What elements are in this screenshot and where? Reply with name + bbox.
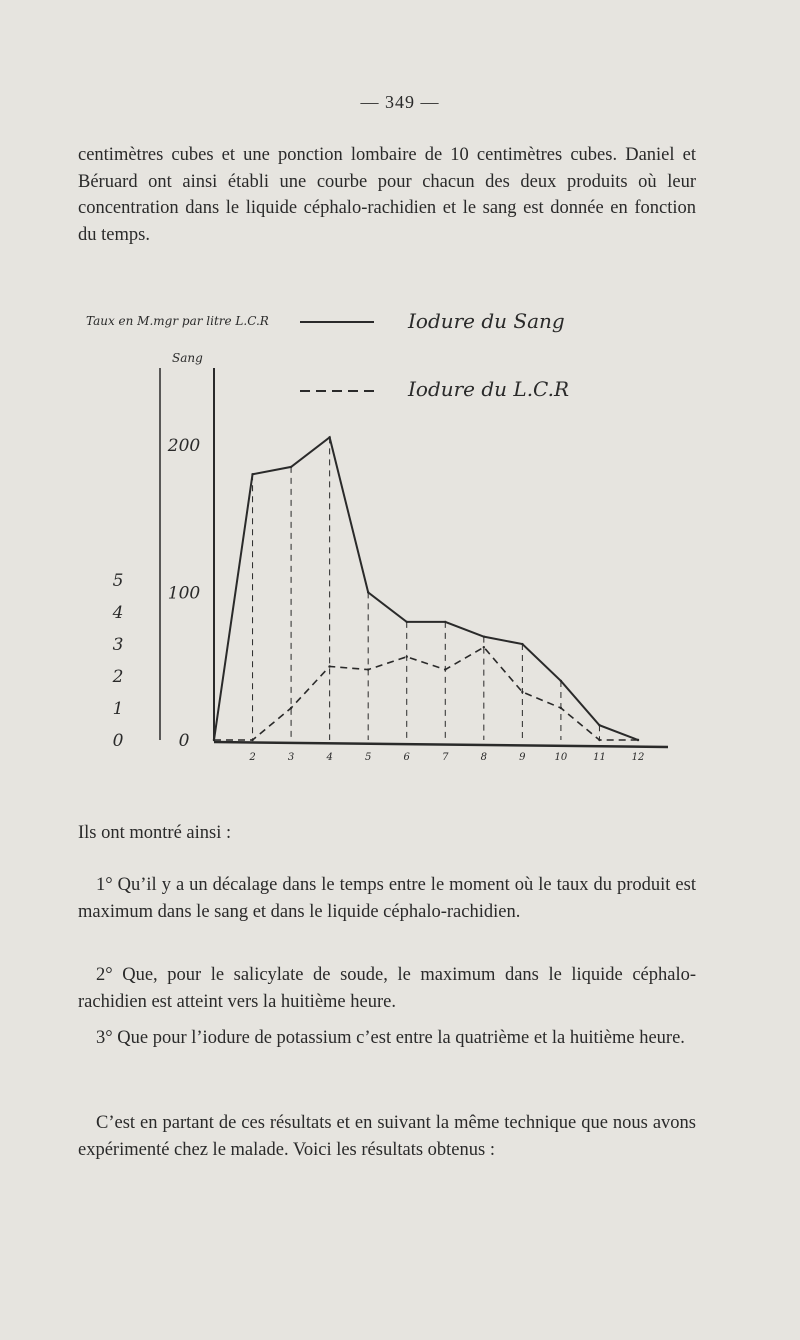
point-sang bbox=[290, 466, 292, 468]
lcr-tick-label: 3 bbox=[112, 635, 124, 655]
paragraph-point-2: 2° Que, pour le salicylate de soude, le maximum dans le liquide céphalo-rachidien est atteint vers la huitième heure. bbox=[78, 965, 696, 1012]
page-number: — 349 — bbox=[360, 92, 440, 112]
x-tick-label: 9 bbox=[519, 752, 526, 763]
point-lcr bbox=[251, 739, 253, 741]
x-tick-labels bbox=[248, 752, 644, 763]
x-tick-label: 6 bbox=[403, 752, 410, 763]
x-tick-label: 11 bbox=[593, 752, 606, 763]
point-sang bbox=[483, 635, 485, 637]
sang-tick-label: 0 bbox=[178, 731, 190, 751]
point-lcr bbox=[213, 739, 215, 741]
point-sang bbox=[367, 591, 369, 593]
time-axis-line bbox=[214, 742, 668, 747]
lcr-tick-label: 4 bbox=[112, 603, 124, 623]
sang-tick-label: 200 bbox=[167, 435, 201, 456]
sang-tick-labels bbox=[167, 436, 201, 751]
x-tick-label: 8 bbox=[480, 752, 488, 763]
point-lcr bbox=[290, 707, 292, 709]
point-sang bbox=[560, 680, 562, 682]
x-tick-label: 7 bbox=[442, 752, 449, 763]
point-lcr bbox=[637, 739, 639, 741]
series-line-lcr bbox=[214, 647, 638, 740]
legend-solid-label: Iodure du Sang bbox=[408, 309, 565, 333]
x-tick-label: 2 bbox=[249, 752, 256, 763]
paragraph-point-3: 3° Que pour l’iodure de potassium c’est entre la quatrième et la huitième heure. bbox=[96, 1028, 685, 1048]
point-lcr bbox=[406, 656, 408, 658]
x-tick-label: 12 bbox=[631, 752, 645, 763]
paragraph-intro: centimètres cubes et une ponction lombaire de 10 centimètres cubes. Daniel et Béruard ont ainsi établi une courbe pour chacun des deux produits où leur concentration dans le liquide céphalo-rachidien et le sang est donnée en fonction du temps. bbox=[78, 145, 696, 245]
point-lcr bbox=[560, 707, 562, 709]
series-line-sang bbox=[214, 437, 638, 740]
x-tick-label: 5 bbox=[364, 752, 372, 763]
series-layer bbox=[213, 436, 639, 741]
point-sang bbox=[444, 621, 446, 623]
point-lcr bbox=[367, 668, 369, 670]
point-lcr bbox=[444, 668, 446, 670]
paragraph-shown: Ils ont montré ainsi : bbox=[78, 823, 232, 843]
point-lcr bbox=[598, 739, 600, 741]
lcr-axis-title: Taux en M.mgr par litre L.C.R bbox=[86, 314, 269, 328]
lcr-tick-label: 2 bbox=[112, 667, 124, 687]
lcr-tick-label: 5 bbox=[112, 571, 124, 591]
vertical-guides bbox=[253, 437, 600, 740]
lcr-tick-labels bbox=[112, 571, 124, 751]
x-tick-label: 10 bbox=[554, 752, 568, 763]
legend-dashed-label: Iodure du L.C.R bbox=[408, 377, 570, 401]
point-lcr bbox=[483, 646, 485, 648]
point-sang bbox=[406, 621, 408, 623]
paragraph-results: C’est en partant de ces résultats et en suivant la même technique que nous avons expérimenté chez le malade. Voici les résultats obtenus : bbox=[78, 1113, 696, 1160]
paragraph-point-1: 1° Qu’il y a un décalage dans le temps entre le moment où le taux du produit est maximum dans le sang et dans le liquide céphalo-rachidien. bbox=[78, 875, 696, 922]
sang-tick-label: 100 bbox=[167, 583, 201, 604]
point-lcr bbox=[328, 665, 330, 667]
x-tick-label: 3 bbox=[287, 752, 295, 763]
lcr-tick-label: 1 bbox=[112, 699, 124, 719]
sang-axis-title: Sang bbox=[172, 351, 203, 365]
lcr-tick-label: 0 bbox=[112, 731, 124, 751]
x-tick-label: 4 bbox=[326, 752, 333, 763]
point-lcr bbox=[521, 691, 523, 693]
concentration-chart bbox=[78, 290, 688, 780]
point-sang bbox=[328, 436, 330, 438]
point-sang bbox=[521, 643, 523, 645]
point-sang bbox=[251, 473, 253, 475]
point-sang bbox=[598, 724, 600, 726]
